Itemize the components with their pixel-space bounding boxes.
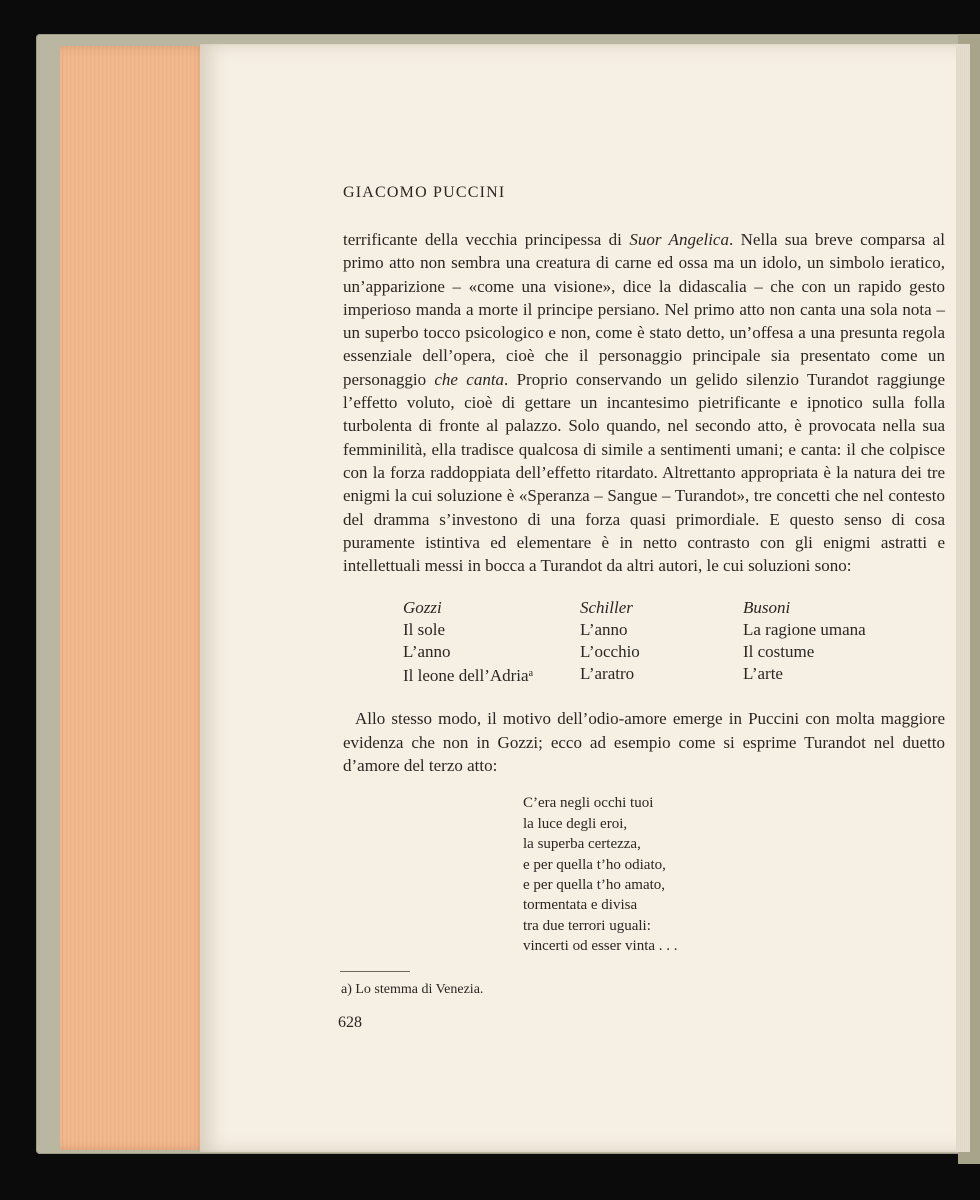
schiller-item-1: L’anno	[580, 620, 628, 640]
column-header-gozzi: Gozzi	[403, 598, 442, 618]
schiller-item-3: L’aratro	[580, 664, 635, 684]
verse-line: la luce degli eroi,	[523, 815, 628, 832]
verse-line: tra due terrori uguali:	[523, 917, 651, 934]
column-header-schiller: Schiller	[580, 598, 633, 618]
paragraph-1-part-1: terrificante della vecchia principessa di	[343, 230, 630, 249]
gozzi-item-1: Il sole	[403, 620, 446, 640]
page-number: 628	[338, 1013, 362, 1031]
page-right-edge	[956, 44, 970, 1152]
gozzi-item-2: L’anno	[403, 642, 451, 662]
italic-title-suor-angelica: Suor Angelica	[629, 230, 729, 249]
busoni-item-2: Il costume	[743, 642, 815, 662]
column-gozzi	[403, 597, 533, 687]
verse-line: e per quella t’ho odiato,	[523, 856, 666, 873]
footnote-mark: a	[528, 668, 534, 680]
paragraph-1-part-3: . Proprio conservando un gelido silenzio Turandot raggiunge l’effetto voluto, cioè di gettare un incantesimo pietrificante e ipnotico sulla folla turbolenta di fronte al palazzo. Solo quando, nel secondo atto, è provocata nella sua femminilità, ella tradisce qualcosa di simile a sentimenti umani; e canta: il che colpisce con la forza raddoppiata dell’effetto ritardato. Altrettanto appropriata è la natura dei tre enigmi la cui soluzione è «Speranza – Sangue – Turandot», tre concetti che nel contesto del dramma s’investono di una forza quasi primordiale. E questo senso di cosa puramente istintiva ed elementare è in netto contrasto con gli enigmi astratti e intellettuali messi in bocca a Turandot da altri autori, le cui soluzioni sono:	[343, 369, 946, 576]
italic-che-canta: che canta	[434, 369, 505, 389]
paragraph-2: Allo stesso modo, il motivo dell’odio-amore emerge in Puccini con molta maggiore evidenza che non in Gozzi; ecco ad esempio come si esprime Turandot nel duetto d’amore del terzo atto:	[343, 709, 945, 776]
column-schiller	[580, 597, 640, 685]
paragraph-1	[343, 228, 945, 577]
page-stack-edges	[60, 46, 208, 1150]
book-page	[200, 44, 968, 1152]
busoni-item-3: L’arte	[743, 664, 783, 684]
column-busoni	[743, 597, 866, 685]
page-content	[338, 184, 946, 1032]
schiller-item-2: L’occhio	[580, 642, 640, 662]
verse-line: e per quella t’ho amato,	[523, 876, 666, 893]
gozzi-item-3-text: Il leone dell’Adria	[403, 666, 529, 686]
verse-quotation	[523, 793, 945, 956]
busoni-item-1: La ragione umana	[743, 620, 866, 640]
gozzi-item-3	[403, 663, 533, 687]
paragraph-1-part-2: . Nella sua breve comparsa al primo atto non sembra una creatura di carne ed ossa ma un idolo, un simbolo ieratico, un’apparizione – «come una visione», dice la didascalia – che con un rapido gesto imperioso manda a morte il principe persiano. Nel primo atto non canta una sola nota – un superbo tocco psicologico e non, come è stato detto, un’offesa a una presunta regola essenziale dell’opera, cioè che il personaggio principale sia presentato come un personaggio	[343, 230, 945, 389]
footnote-separator	[340, 971, 410, 972]
column-header-busoni: Busoni	[743, 598, 791, 618]
verse-line: la superba certezza,	[523, 836, 641, 853]
footnote: a) Lo stemma di Venezia.	[341, 981, 484, 997]
verse-line: tormentata e divisa	[523, 897, 638, 914]
running-head: GIACOMO PUCCINI	[343, 184, 506, 201]
verse-line: C’era negli occhi tuoi	[523, 795, 654, 812]
verse-line: vincerti od esser vinta . . .	[523, 938, 678, 955]
riddle-solutions-table	[343, 597, 945, 693]
